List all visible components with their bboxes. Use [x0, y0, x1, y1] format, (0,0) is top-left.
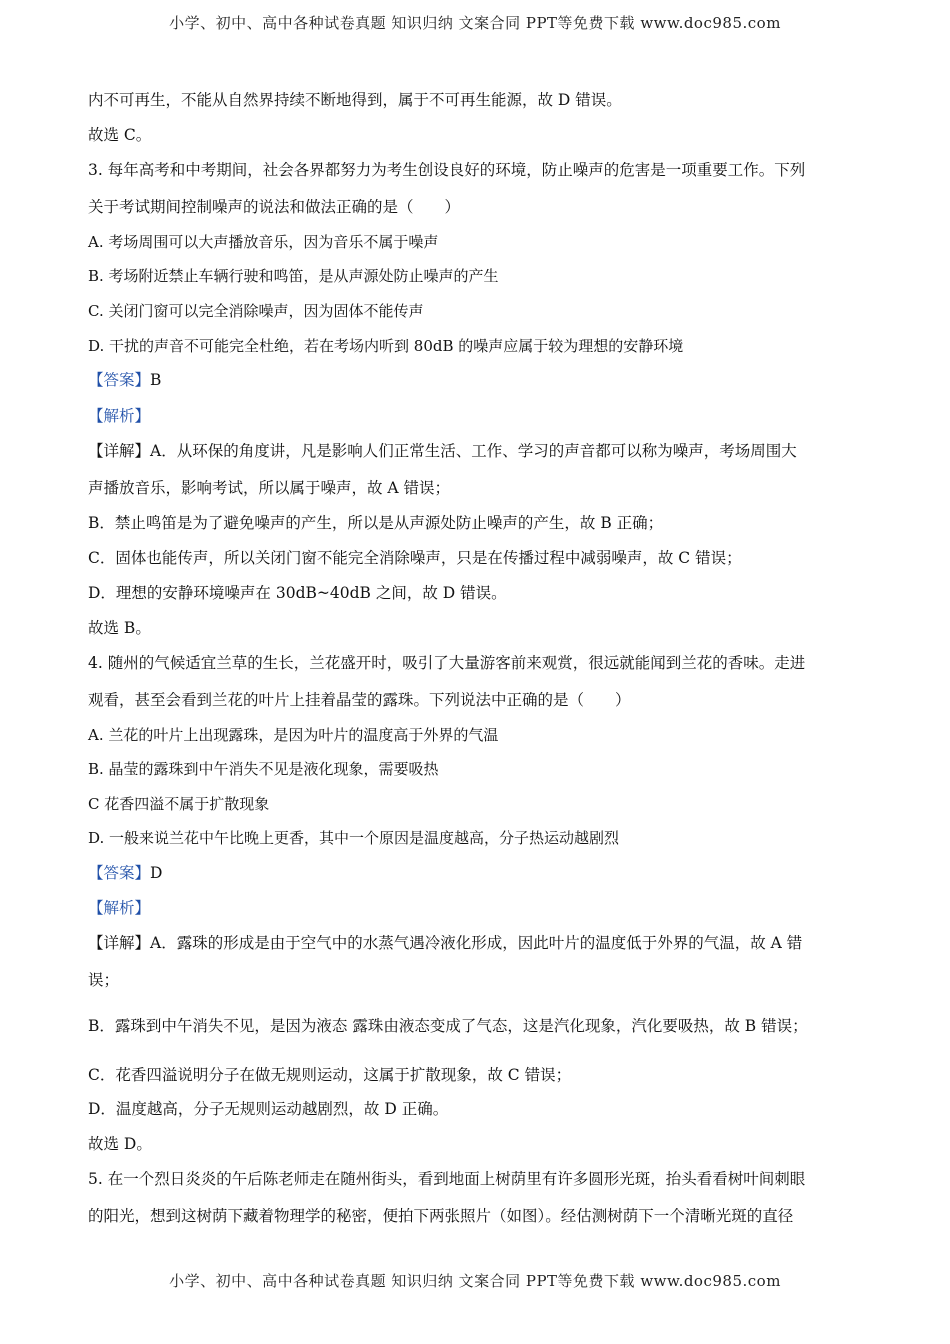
text-line: C．花香四溢说明分子在做无规则运动，这属于扩散现象，故 C 错误； — [88, 1066, 572, 1084]
question-3-option-a: A. 考场周围可以大声播放音乐，因为音乐不属于噪声 — [88, 233, 439, 251]
question-4-option-b: B. 晶莹的露珠到中午消失不见是液化现象，需要吸热 — [88, 760, 439, 778]
text-line: D．理想的安静环境噪声在 30dB~40dB 之间，故 D 错误。 — [88, 584, 507, 602]
text-line: C．固体也能传声，所以关闭门窗不能完全消除噪声，只是在传播过程中减弱噪声，故 C 错误； — [88, 549, 742, 567]
text-line: D．温度越高，分子无规则运动越剧烈，故 D 正确。 — [88, 1100, 449, 1118]
question-3-stem: 关于考试期间控制噪声的说法和做法正确的是（ ） — [88, 198, 461, 216]
text-line: 误； — [88, 971, 120, 989]
text-line: 内不可再生，不能从自然界持续不断地得到，属于不可再生能源，故 D 错误。 — [88, 91, 622, 109]
question-5-stem: 的阳光，想到这树荫下藏着物理学的秘密，便拍下两张照片（如图）。经估测树荫下一个清晰光斑的直径 — [88, 1207, 794, 1225]
question-4-option-c: C 花香四溢不属于扩散现象 — [88, 795, 270, 813]
text-line: 故选 B。 — [88, 619, 151, 637]
question-3-option-c: C. 关闭门窗可以完全消除噪声，因为固体不能传声 — [88, 302, 424, 320]
analysis-line — [88, 898, 868, 918]
answer-line — [88, 370, 868, 390]
question-3-option-d: D. 干扰的声音不可能完全杜绝，若在考场内听到 80dB 的噪声应属于较为理想的安静环境 — [88, 337, 684, 355]
answer-tag: 【答案】 — [88, 864, 151, 882]
detail-tag: 【详解】 — [88, 442, 151, 460]
detail-line: 【详解】A．露珠的形成是由于空气中的水蒸气遇冷液化形成，因此叶片的温度低于外界的气温，故 A 错 — [88, 934, 803, 952]
answer-tag: 【答案】 — [88, 371, 151, 389]
answer-value: D — [150, 864, 163, 882]
answer-value: B — [150, 371, 162, 389]
text-line: 故选 D。 — [88, 1135, 152, 1153]
analysis-tag: 【解析】 — [88, 899, 151, 917]
page-footer: 小学、初中、高中各种试卷真题 知识归纳 文案合同 PPT等免费下载 www.doc985.com — [169, 1272, 781, 1290]
text-line: 声播放音乐，影响考试，所以属于噪声，故 A 错误； — [88, 479, 451, 497]
question-4-stem: 4. 随州的气候适宜兰草的生长，兰花盛开时，吸引了大量游客前来观赏，很远就能闻到兰花的香味。走进 — [88, 654, 806, 672]
text-line: 故选 C。 — [88, 126, 152, 144]
page-header: 小学、初中、高中各种试卷真题 知识归纳 文案合同 PPT等免费下载 www.doc985.com — [169, 14, 781, 32]
text-line: B．露珠到中午消失不见，是因为液态 露珠由液态变成了气态，这是汽化现象，汽化要吸热，故 B 错误； — [88, 1017, 808, 1035]
detail-line: 【详解】A．从环保的角度讲，凡是影响人们正常生活、工作、学习的声音都可以称为噪声，考场周围大 — [88, 442, 797, 460]
question-4-stem: 观看，甚至会看到兰花的叶片上挂着晶莹的露珠。下列说法中正确的是（ ） — [88, 691, 631, 709]
question-4-option-a: A. 兰花的叶片上出现露珠，是因为叶片的温度高于外界的气温 — [88, 726, 499, 744]
question-3-option-b: B. 考场附近禁止车辆行驶和鸣笛，是从声源处防止噪声的产生 — [88, 267, 499, 285]
analysis-line — [88, 406, 868, 426]
question-5-stem: 5. 在一个烈日炎炎的午后陈老师走在随州街头，看到地面上树荫里有许多圆形光斑，抬头看看树叶间刺眼 — [88, 1170, 806, 1188]
analysis-tag: 【解析】 — [88, 407, 151, 425]
detail-tag: 【详解】 — [88, 934, 151, 952]
question-4-option-d: D. 一般来说兰花中午比晚上更香，其中一个原因是温度越高，分子热运动越剧烈 — [88, 829, 620, 847]
text-line: B．禁止鸣笛是为了避免噪声的产生，所以是从声源处防止噪声的产生，故 B 正确； — [88, 514, 664, 532]
answer-line — [88, 863, 868, 883]
question-3-stem: 3. 每年高考和中考期间，社会各界都努力为考生创设良好的环境，防止噪声的危害是一项重要工作。下列 — [88, 161, 806, 179]
